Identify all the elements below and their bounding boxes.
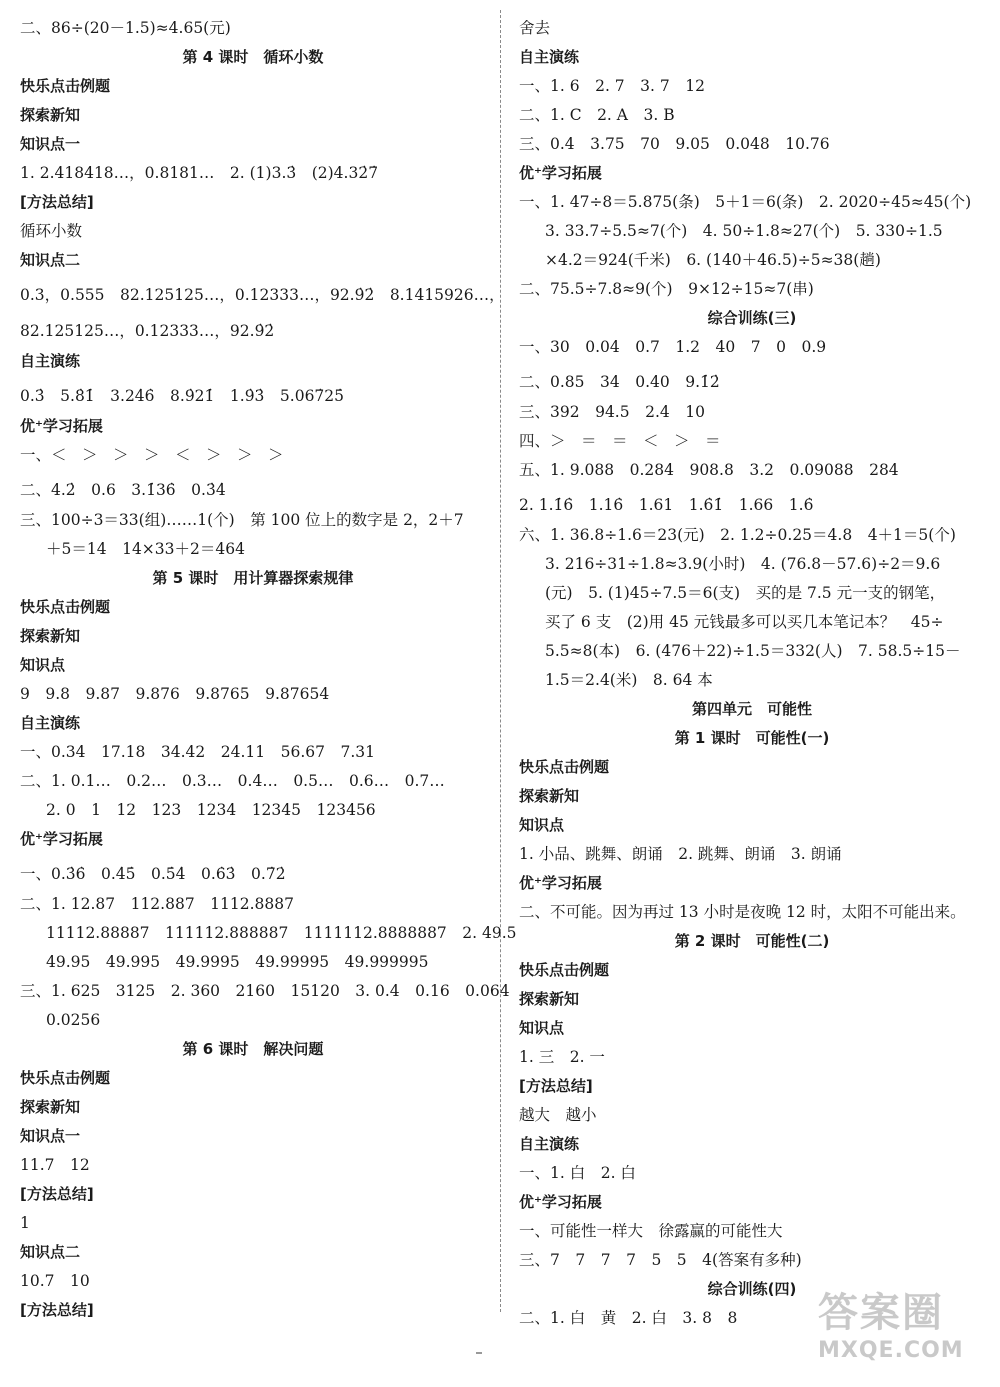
lesson-title: 第 6 课时 解决问题 [182,1040,324,1058]
answer-line: 三、100÷3＝33(组)……1(个) 第 100 位上的数字是 2，2＋7 [20,511,464,529]
section-heading: 快乐点击例题 [519,961,610,979]
answer-line: 一、30 0.04 0.7 1.2 40 7 0 0.9 [519,338,827,356]
section-heading: 自主演练 [20,352,81,370]
lesson-title: 第 2 课时 可能性(二) [674,932,830,950]
answer-line: 1. 三 2. 一 [519,1048,605,1066]
answer-line: 二、86÷(20－1.5)≈4.65(元) [20,19,231,37]
answer-line: 一、可能性一样大 徐露赢的可能性大 [519,1222,783,1240]
page-mark [476,1352,482,1354]
answer-line: ×4.2＝924(千米) 6. (140＋46.5)÷5≈38(趟) [545,251,881,269]
lesson-title: 第 4 课时 循环小数 [182,48,324,66]
answer-line: 一、0.34 17.18 34.42 24.11 56.67 7.31 [20,743,376,761]
section-heading: 探索新知 [519,787,580,805]
answer-line: 1 [20,1214,30,1232]
answer-line: 三、1. 625 3125 2. 360 2160 15120 3. 0.4 0.16 0.064 [20,982,510,1000]
section-heading: 自主演练 [20,714,81,732]
answer-line: 9 9.8 9.87 9.876 9.8765 9.87654 [20,685,330,703]
answer-line: 0.0256 [46,1011,101,1029]
answer-line: 二、1. 白 黄 2. 白 3. 8 8 [519,1309,738,1327]
answer-line: 二、0.85 34 0.40 9.1̇2̇ [519,373,720,391]
section-heading: 探索新知 [20,1098,81,1116]
answer-line: 越大 越小 [519,1106,597,1124]
section-heading: 快乐点击例题 [20,1069,111,1087]
section-heading: 探索新知 [20,106,81,124]
answer-line: 舍去 [519,19,551,37]
lesson-title: 第四单元 可能性 [691,700,812,718]
answer-line: 二、1. 0.1… 0.2… 0.3… 0.4… 0.5… 0.6… 0.7… [20,772,445,790]
answer-line: 三、392 94.5 2.4 10 [519,403,705,421]
section-heading: 知识点 [519,1019,565,1037]
left-column [20,14,517,1325]
answer-line: 五、1. 9.088 0.284 908.8 3.2 0.09088 284 [519,461,899,479]
section-heading: 自主演练 [519,1135,580,1153]
answer-line: 一、＜ ＞ ＞ ＞ ＜ ＞ ＞ ＞ [20,446,284,464]
answer-line: 1. 小品、跳舞、朗诵 2. 跳舞、朗诵 3. 朗诵 [519,845,842,863]
answer-line: 3. 33.7÷5.5≈7(个) 4. 50÷1.8≈27(个) 5. 330÷1.5 [545,222,943,240]
answer-line: 二、75.5÷7.8≈9(个) 9×12÷15≈7(串) [519,280,814,298]
section-heading: 知识点 [519,816,565,834]
section-heading: 知识点一 [20,1127,81,1145]
answer-line: 三、7 7 7 7 5 5 4(答案有多种) [519,1251,802,1269]
section-heading: 自主演练 [519,48,580,66]
section-heading: 探索新知 [20,627,81,645]
section-heading: 知识点二 [20,1243,81,1261]
section-heading: 优⁺学习拓展 [20,417,103,435]
answer-line: 3. 216÷31÷1.8≈3.9(小时) 4. (76.8－57.6)÷2＝9.6 [545,555,941,573]
section-heading: 探索新知 [519,990,580,1008]
answer-line: 1.5＝2.4(米) 8. 64 本 [545,671,713,689]
section-heading: 快乐点击例题 [20,598,111,616]
section-heading: 知识点 [20,656,66,674]
lesson-title: 第 1 课时 可能性(一) [674,729,830,747]
answer-line: 买了 6 支 (2)用 45 元钱最多可以买几本笔记本？ 45÷ [545,613,944,631]
answer-line: 1. 2.418418…，0.8181… 2. (1)3.3̇ (2)4.32̇7̇ [20,164,379,182]
answer-line: 二、4.2̇ 0.6 3.1̇36̇ 0.3̇4̇ [20,481,226,499]
answer-line: 四、＞ ＝ ＝ ＜ ＞ ＝ [519,432,721,450]
section-heading: 优⁺学习拓展 [519,874,602,892]
column-divider [500,10,501,1312]
answer-line: 二、1. 12.87 112.887 1112.8887 [20,895,295,913]
answer-line: 5.5≈8(本) 6. (476＋22)÷1.5＝332(人) 7. 58.5÷15－ [545,642,961,660]
answer-line: 2. 1.1̇6̇ 1.16̇ 1.61 1.6̇1̇ 1.66 1.6̇ [519,496,814,514]
answer-line: 10.7 10 [20,1272,90,1290]
watermark-site: MXQE.COM [818,1338,964,1363]
answer-line: 二、不可能。因为再过 13 小时是夜晚 12 时，太阳不可能出来。 [519,903,966,921]
section-heading: 优⁺学习拓展 [20,830,103,848]
section-heading: [方法总结] [20,1185,94,1203]
watermark-logo [818,1290,998,1382]
answer-line: ＋5＝14 14×33＋2＝464 [46,540,245,558]
answer-line: 一、1. 白 2. 白 [519,1164,636,1182]
answer-line: 0.3̇ 5.8̇1̇ 3.24̇6̇ 8.9̇21̇ 1.9̇3̇ 5.067̇25̇ [20,387,345,405]
answer-line: 循环小数 [20,222,83,240]
right-column [519,14,985,1333]
section-heading: [方法总结] [20,193,94,211]
lesson-title: 综合训练(四) [707,1280,797,1298]
answer-line: 三、0.4 3.75 70 9.05 0.048 10.76 [519,135,830,153]
lesson-title: 综合训练(三) [707,309,797,327]
section-heading: 快乐点击例题 [20,77,111,95]
answer-line: 0.3，0.555 82.125125…，0.12333…，92.9̇2̇ 8.1415926…， [20,286,505,304]
section-heading: 优⁺学习拓展 [519,1193,602,1211]
watermark-text: 答案圈 [818,1290,944,1336]
answer-line: 一、1. 47÷8＝5.875(条) 5＋1＝6(条) 2. 2020÷45≈45(个) [519,193,972,211]
answer-line: 11112.88887 111112.888887 1111112.8888887 2. 49.5 [46,924,517,942]
section-heading: 优⁺学习拓展 [519,164,602,182]
answer-line: 2. 0 1 12 123 1234 12345 123456 [46,801,376,819]
section-heading: 知识点二 [20,251,81,269]
section-heading: 快乐点击例题 [519,758,610,776]
answer-line: 一、1. 6 2. 7 3. 7 12 [519,77,705,95]
answer-line: 49.95 49.995 49.9995 49.99995 49.999995 [46,953,429,971]
answer-line: 11.7 12 [20,1156,90,1174]
section-heading: [方法总结] [20,1301,94,1319]
answer-line: 82.125125…，0.12333…，92.9̇2̇ [20,322,275,340]
answer-line: 二、1. C 2. A 3. B [519,106,675,124]
answer-line: 一、0.3̇6̇ 0.4̇5̇ 0.5̇4̇ 0.6̇3̇ 0.7̇2̇ [20,865,286,883]
section-heading: [方法总结] [519,1077,593,1095]
answer-line: (元) 5. (1)45÷7.5＝6(支) 买的是 7.5 元一支的钢笔， [545,584,946,602]
lesson-title: 第 5 课时 用计算器探索规律 [152,569,354,587]
answer-line: 六、1. 36.8÷1.6＝23(元) 2. 1.2÷0.25＝4.8 4＋1＝5(个) [519,526,956,544]
section-heading: 知识点一 [20,135,81,153]
